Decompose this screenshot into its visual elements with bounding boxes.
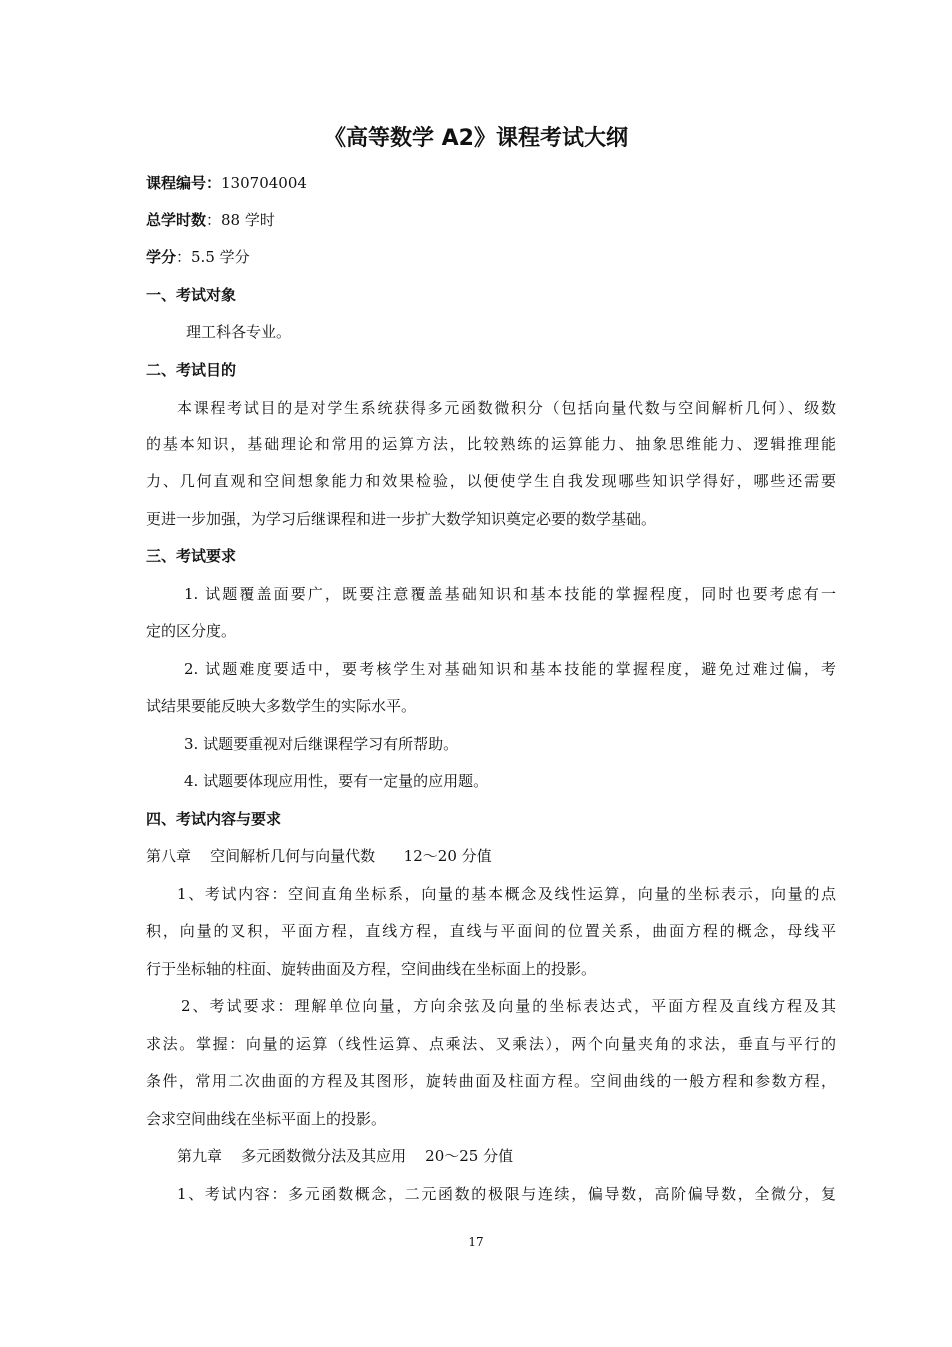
section-heading-exam-target: 一、考试对象 xyxy=(146,286,237,304)
course-code-value: 130704004 xyxy=(221,174,307,192)
page-number: 17 xyxy=(468,1235,484,1249)
requirement-line: 试结果要能反映大多数学生的实际水平。 xyxy=(146,697,417,715)
chapter-8-requirement-line: 条件，常用二次曲面的方程及其图形，旋转曲面及柱面方程。空间曲线的一般方程和参数方程， xyxy=(146,1072,836,1090)
chapter-8-title: 第八章 空间解析几何与向量代数 12～20 分值 xyxy=(146,847,492,865)
section-heading-exam-requirements: 三、考试要求 xyxy=(146,547,237,565)
chapter-9-content-line: 1、考试内容：多元函数概念，二元函数的极限与连续，偏导数，高阶偏导数，全微分，复 xyxy=(177,1185,836,1203)
purpose-line: 力、几何直观和空间想象能力和效果检验，以便使学生自我发现哪些知识学得好，哪些还需要 xyxy=(146,472,836,490)
chapter-8-requirement-line: 2、考试要求：理解单位向量，方向余弦及向量的坐标表达式，平面方程及直线方程及其 xyxy=(181,997,836,1015)
total-hours-value: ：88 学时 xyxy=(206,211,275,229)
document-title: 《高等数学 A2》课程考试大纲 xyxy=(324,126,628,151)
section-heading-exam-content: 四、考试内容与要求 xyxy=(146,810,282,828)
chapter-8-content-line: 行于坐标轴的柱面、旋转曲面及方程，空间曲线在坐标面上的投影。 xyxy=(146,960,597,978)
chapter-8-content-line: 1、考试内容：空间直角坐标系，向量的基本概念及线性运算，向量的坐标表示，向量的点 xyxy=(177,885,836,903)
total-hours-line xyxy=(146,209,836,231)
credit-line xyxy=(146,246,836,268)
requirement-line: 4. 试题要体现应用性，要有一定量的应用题。 xyxy=(184,772,489,790)
chapter-8-requirement-line: 会求空间曲线在坐标平面上的投影。 xyxy=(146,1110,387,1128)
section-heading-exam-purpose: 二、考试目的 xyxy=(146,361,237,379)
credit-value: ：5.5 学分 xyxy=(176,248,250,266)
purpose-line: 更进一步加强，为学习后继课程和进一步扩大数学知识奠定必要的数学基础。 xyxy=(146,510,657,528)
exam-target-text: 理工科各专业。 xyxy=(186,323,292,341)
requirement-line: 1. 试题覆盖面要广，既要注意覆盖基础知识和基本技能的掌握程度，同时也要考虑有一 xyxy=(184,585,836,603)
total-hours-label: 总学时数 xyxy=(146,211,207,229)
requirement-line: 定的区分度。 xyxy=(146,622,237,640)
credit-label: 学分 xyxy=(146,248,177,266)
course-code-line xyxy=(146,172,836,194)
chapter-8-content-line: 积，向量的叉积，平面方程，直线方程，直线与平面间的位置关系，曲面方程的概念，母线平 xyxy=(146,922,836,940)
chapter-9-title: 第九章 多元函数微分法及其应用 20～25 分值 xyxy=(177,1147,514,1165)
purpose-line: 本课程考试目的是对学生系统获得多元函数微积分（包括向量代数与空间解析几何）、级数 xyxy=(177,399,836,417)
purpose-line: 的基本知识，基础理论和常用的运算方法，比较熟练的运算能力、抽象思维能力、逻辑推理能 xyxy=(146,435,836,453)
course-code-label: 课程编号： xyxy=(146,174,222,192)
requirement-line: 2. 试题难度要适中，要考核学生对基础知识和基本技能的掌握程度，避免过难过偏，考 xyxy=(184,660,836,678)
requirement-line: 3. 试题要重视对后继课程学习有所帮助。 xyxy=(184,735,459,753)
chapter-8-requirement-line: 求法。掌握：向量的运算（线性运算、点乘法、叉乘法），两个向量夹角的求法，垂直与平行的 xyxy=(146,1035,836,1053)
